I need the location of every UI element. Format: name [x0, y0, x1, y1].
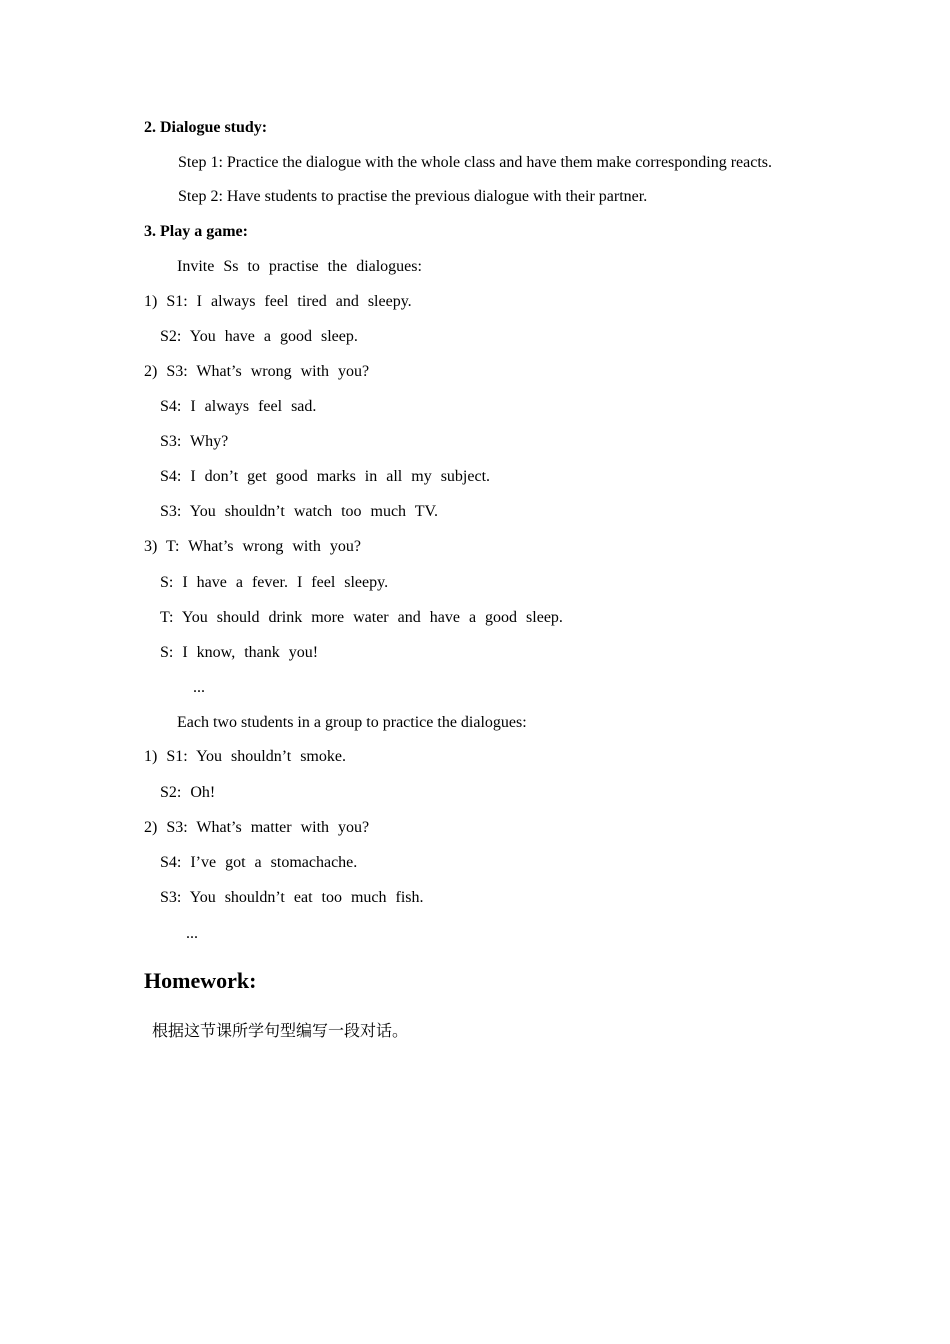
step-2-text: Step 2: Have students to practise the previous dialogue with their partner. [178, 188, 648, 205]
dialogue-line: S2: You have a good sleep. [160, 328, 358, 345]
dialogue-line: S4: I don’t get good marks in all my subject. [160, 468, 491, 485]
dialogue-line: S: I have a fever. I feel sleepy. [160, 574, 389, 591]
homework-text: 根据这节课所学句型编写一段对话。 [152, 1021, 409, 1040]
dialogue-line: 2) S3: What’s matter with you? [144, 819, 370, 836]
dialogue-line: S3: You shouldn’t eat too much fish. [160, 889, 424, 906]
ellipsis: ... [193, 679, 205, 696]
dialogue-line: S3: Why? [160, 433, 229, 450]
section-3-title: 3. Play a game: [144, 223, 248, 240]
ellipsis: ... [186, 925, 198, 942]
dialogue-line: S2: Oh! [160, 784, 216, 801]
dialogue-line: 1) S1: You shouldn’t smoke. [144, 748, 346, 765]
dialogue-line: S4: I always feel sad. [160, 398, 317, 415]
homework-heading: Homework: [144, 968, 257, 993]
step-1-text: Step 1: Practice the dialogue with the whole class and have them make corresponding reacts. [178, 154, 773, 171]
dialogue-line: S: I know, thank you! [160, 644, 319, 661]
dialogue-line: T: You should drink more water and have a good sleep. [160, 609, 563, 626]
dialogue-line: S4: I’ve got a stomachache. [160, 854, 358, 871]
dialogue-line: 2) S3: What’s wrong with you? [144, 363, 370, 380]
game-intro-text: Invite Ss to practise the dialogues: [177, 258, 422, 275]
dialogue-line: 1) S1: I always feel tired and sleepy. [144, 293, 412, 310]
group-intro-text: Each two students in a group to practice the dialogues: [177, 714, 527, 731]
section-2-title: 2. Dialogue study: [144, 119, 268, 136]
dialogue-line: 3) T: What’s wrong with you? [144, 538, 361, 555]
dialogue-line: S3: You shouldn’t watch too much TV. [160, 503, 439, 520]
